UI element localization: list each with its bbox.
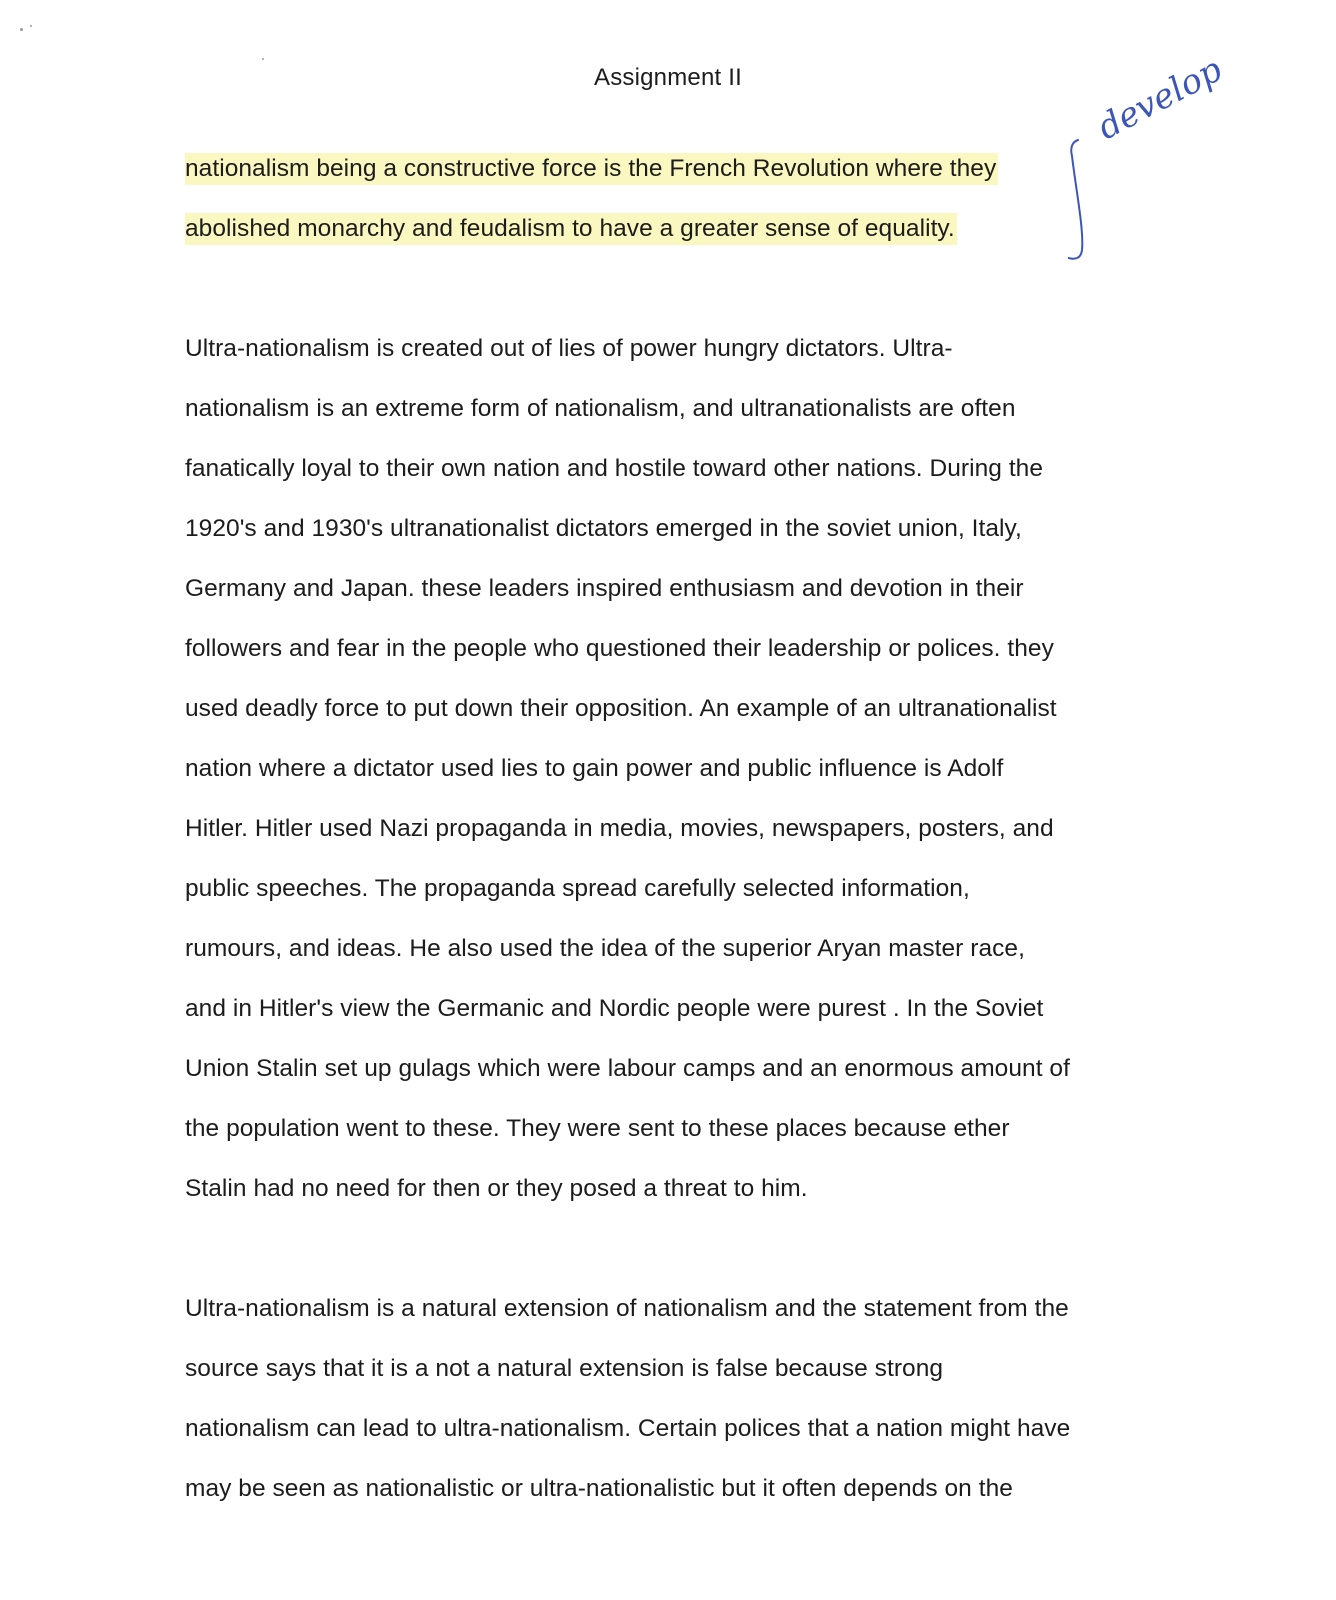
paragraph3-line: source says that it is a not a natural extension is false because strong	[185, 1355, 944, 1382]
scan-speck	[262, 58, 264, 60]
paragraph2-line: 1920's and 1930's ultranationalist dictators emerged in the soviet union, Italy,	[185, 515, 1022, 542]
scan-speck	[30, 25, 32, 27]
paragraph2-line: Stalin had no need for then or they posed a threat to him.	[185, 1175, 808, 1202]
bracket-stroke	[1068, 140, 1082, 259]
paragraph2-line: fanatically loyal to their own nation and hostile toward other nations. During the	[185, 455, 1044, 482]
paragraph2-line: nation where a dictator used lies to gain power and public influence is Adolf	[185, 755, 1004, 782]
paragraph2-line: Hitler. Hitler used Nazi propaganda in media, movies, newspapers, posters, and	[185, 815, 1054, 842]
document-title: Assignment II	[594, 64, 742, 91]
highlighted-text: nationalism being a constructive force is the French Revolution where they	[185, 153, 998, 185]
paragraph3-line: may be seen as nationalistic or ultra-nationalistic but it often depends on the	[185, 1475, 1013, 1502]
paragraph2-line: Ultra-nationalism is created out of lies of power hungry dictators. Ultra-	[185, 335, 953, 362]
paragraph2-line: followers and fear in the people who questioned their leadership or polices. they	[185, 635, 1054, 662]
paragraph2-line: nationalism is an extreme form of nationalism, and ultranationalists are often	[185, 395, 1016, 422]
margin-note: develop	[1091, 49, 1229, 148]
paragraph1-line	[185, 213, 957, 245]
paragraph2-line: public speeches. The propaganda spread carefully selected information,	[185, 875, 970, 902]
paragraph2-line: rumours, and ideas. He also used the idea of the superior Aryan master race,	[185, 935, 1025, 962]
paragraph3-line: nationalism can lead to ultra-nationalism. Certain polices that a nation might have	[185, 1415, 1071, 1442]
paragraph2-line: Germany and Japan. these leaders inspired enthusiasm and devotion in their	[185, 575, 1024, 602]
paragraph2-line: and in Hitler's view the Germanic and Nordic people were purest . In the Soviet	[185, 995, 1044, 1022]
paragraph2-line: used deadly force to put down their opposition. An example of an ultranationalist	[185, 695, 1057, 722]
paragraph2-line: the population went to these. They were sent to these places because ether	[185, 1115, 1010, 1142]
paragraph3-line: Ultra-nationalism is a natural extension of nationalism and the statement from the	[185, 1295, 1069, 1322]
scan-speck	[20, 28, 23, 31]
paragraph2-line: Union Stalin set up gulags which were labour camps and an enormous amount of	[185, 1055, 1070, 1082]
paragraph1-line	[185, 153, 998, 185]
highlighted-text: abolished monarchy and feudalism to have a greater sense of equality.	[185, 213, 957, 245]
